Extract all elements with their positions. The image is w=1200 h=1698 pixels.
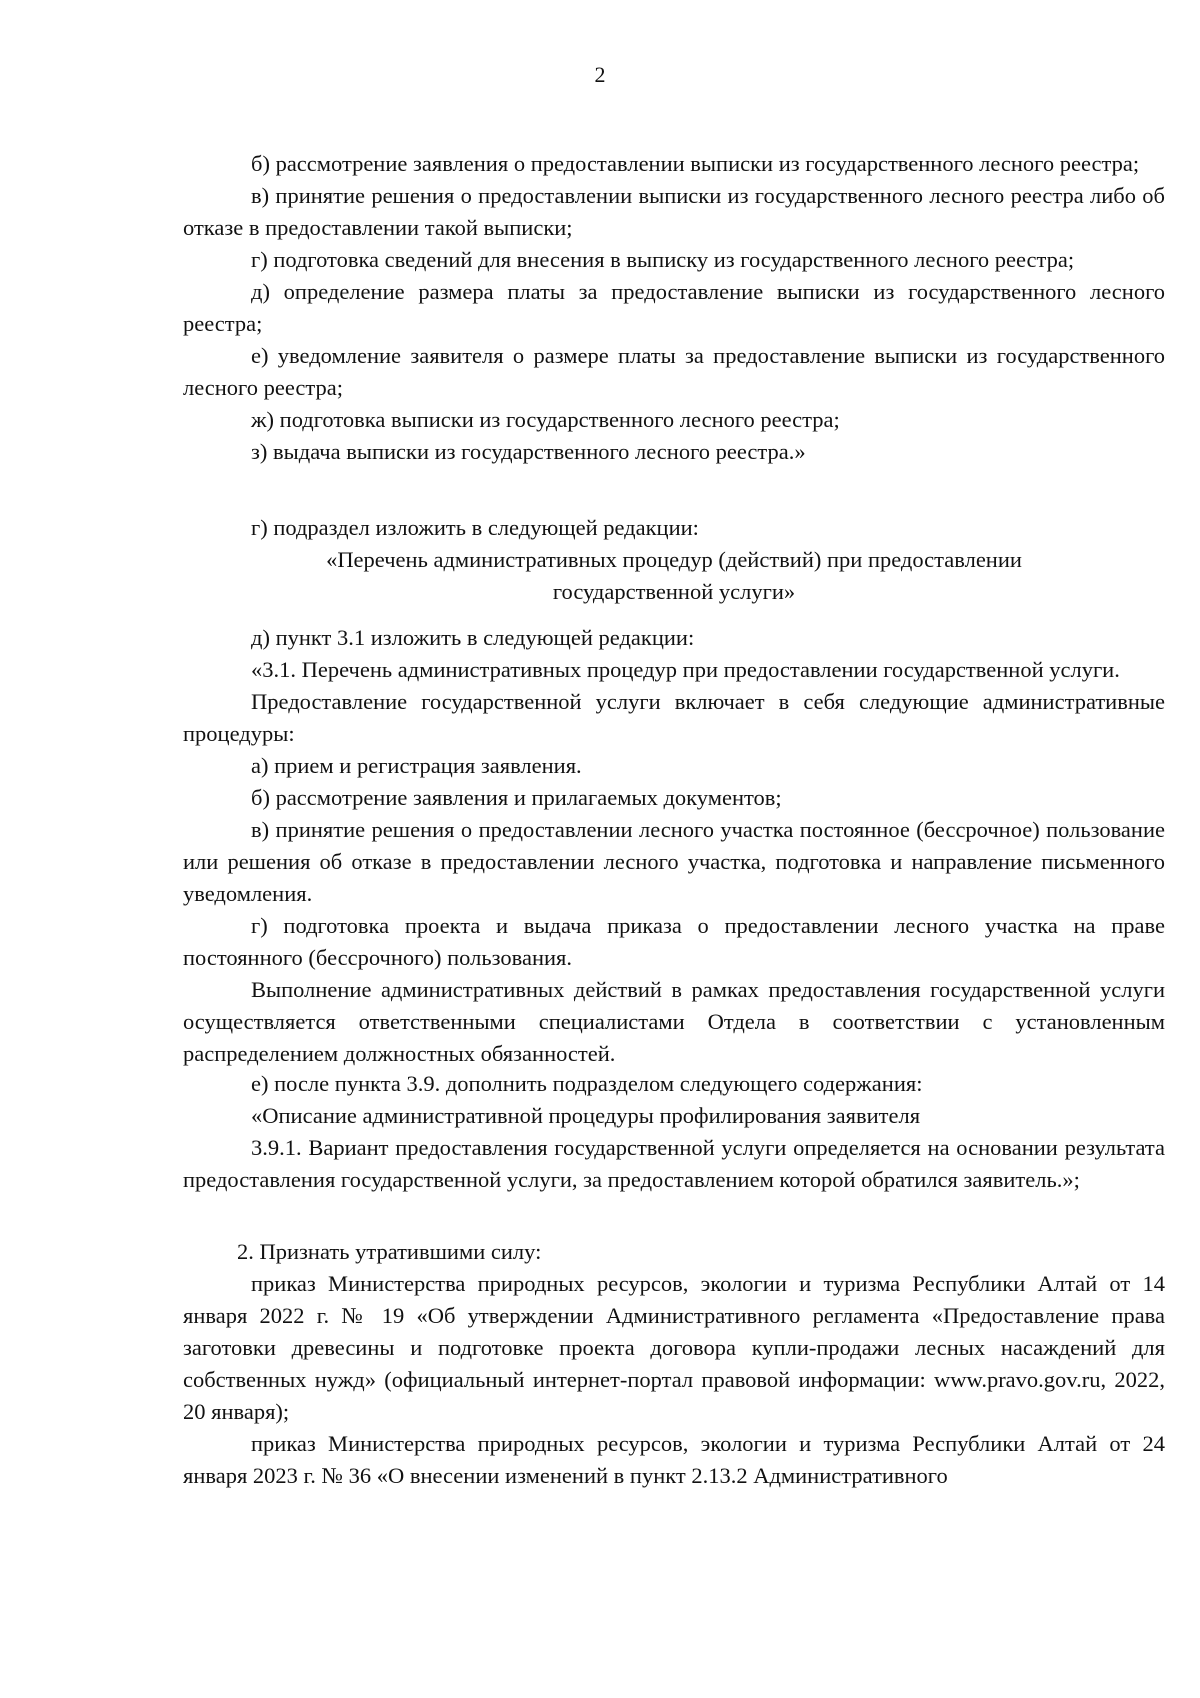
clause-3-1-block bbox=[183, 622, 1165, 1070]
paragraph: 3.9.1. Вариант предоставления государственной услуги определяется на основании результата предоставления государственной услуги, за предоставлением которой обратился заявитель.»; bbox=[183, 1135, 1165, 1192]
paragraph: «Описание административной процедуры профилирования заявителя bbox=[251, 1103, 921, 1128]
paragraph: приказ Министерства природных ресурсов, экологии и туризма Республики Алтай от 24 января 2023 г. № 36 «О внесении изменений в пункт 2.13.2 Административного bbox=[183, 1431, 1165, 1488]
page-number: 2 bbox=[594, 62, 606, 87]
subsection-amendment bbox=[183, 512, 1165, 608]
subsection-heading: государственной услуги» bbox=[552, 579, 796, 604]
paragraph: б) рассмотрение заявления о предоставлении выписки из государственного лесного реестра; bbox=[251, 151, 1140, 176]
paragraph: «3.1. Перечень административных процедур при предоставлении государственной услуги. bbox=[251, 657, 1120, 682]
paragraph: ж) подготовка выписки из государственного лесного реестра; bbox=[251, 407, 840, 432]
subsection-heading: «Перечень административных процедур (действий) при предоставлении bbox=[326, 547, 1022, 572]
paragraph: Предоставление государственной услуги включает в себя следующие административные процедуры: bbox=[183, 689, 1165, 746]
paragraph: д) определение размера платы за предоставление выписки из государственного лесного реестра; bbox=[183, 279, 1165, 336]
paragraph: г) подготовка проекта и выдача приказа о предоставлении лесного участка на праве постоянного (бессрочного) пользования. bbox=[183, 913, 1165, 970]
paragraph: в) принятие решения о предоставлении выписки из государственного лесного реестра либо об отказе в предоставлении такой выписки; bbox=[183, 183, 1165, 240]
paragraph: г) подготовка сведений для внесения в выписку из государственного лесного реестра; bbox=[251, 247, 1075, 272]
sub-items-block bbox=[183, 148, 1165, 468]
clause-3-9-block bbox=[183, 1068, 1165, 1196]
paragraph: приказ Министерства природных ресурсов, экологии и туризма Республики Алтай от 14 января 2022 г. № 19 «Об утверждении Административного регламента «Предоставление права заготовки древесины и подготовке проекта договора купли-продажи лесных насаждений для собственных нужд» (официальный интернет-портал правовой информации: www.pravo.gov.ru, 2022, 20 января); bbox=[183, 1271, 1165, 1424]
paragraph: 2. Признать утратившими силу: bbox=[237, 1239, 542, 1264]
paragraph: г) подраздел изложить в следующей редакции: bbox=[251, 515, 699, 540]
paragraph: а) прием и регистрация заявления. bbox=[251, 753, 582, 778]
paragraph: е) уведомление заявителя о размере платы за предоставление выписки из государственного лесного реестра; bbox=[183, 343, 1165, 400]
paragraph: з) выдача выписки из государственного лесного реестра.» bbox=[251, 439, 806, 464]
paragraph: в) принятие решения о предоставлении лесного участка постоянное (бессрочное) пользование или решения об отказе в предоставлении лесного участка, подготовка и направление письменного уведомления. bbox=[183, 817, 1165, 906]
paragraph: д) пункт 3.1 изложить в следующей редакции: bbox=[251, 625, 695, 650]
repeal-block bbox=[183, 1236, 1165, 1492]
paragraph: Выполнение административных действий в рамках предоставления государственной услуги осуществляется ответственными специалистами Отдела в соответствии с установленным распределением должностных обязанностей. bbox=[183, 977, 1165, 1066]
paragraph: б) рассмотрение заявления и прилагаемых документов; bbox=[251, 785, 782, 810]
paragraph: е) после пункта 3.9. дополнить подразделом следующего содержания: bbox=[251, 1071, 923, 1096]
